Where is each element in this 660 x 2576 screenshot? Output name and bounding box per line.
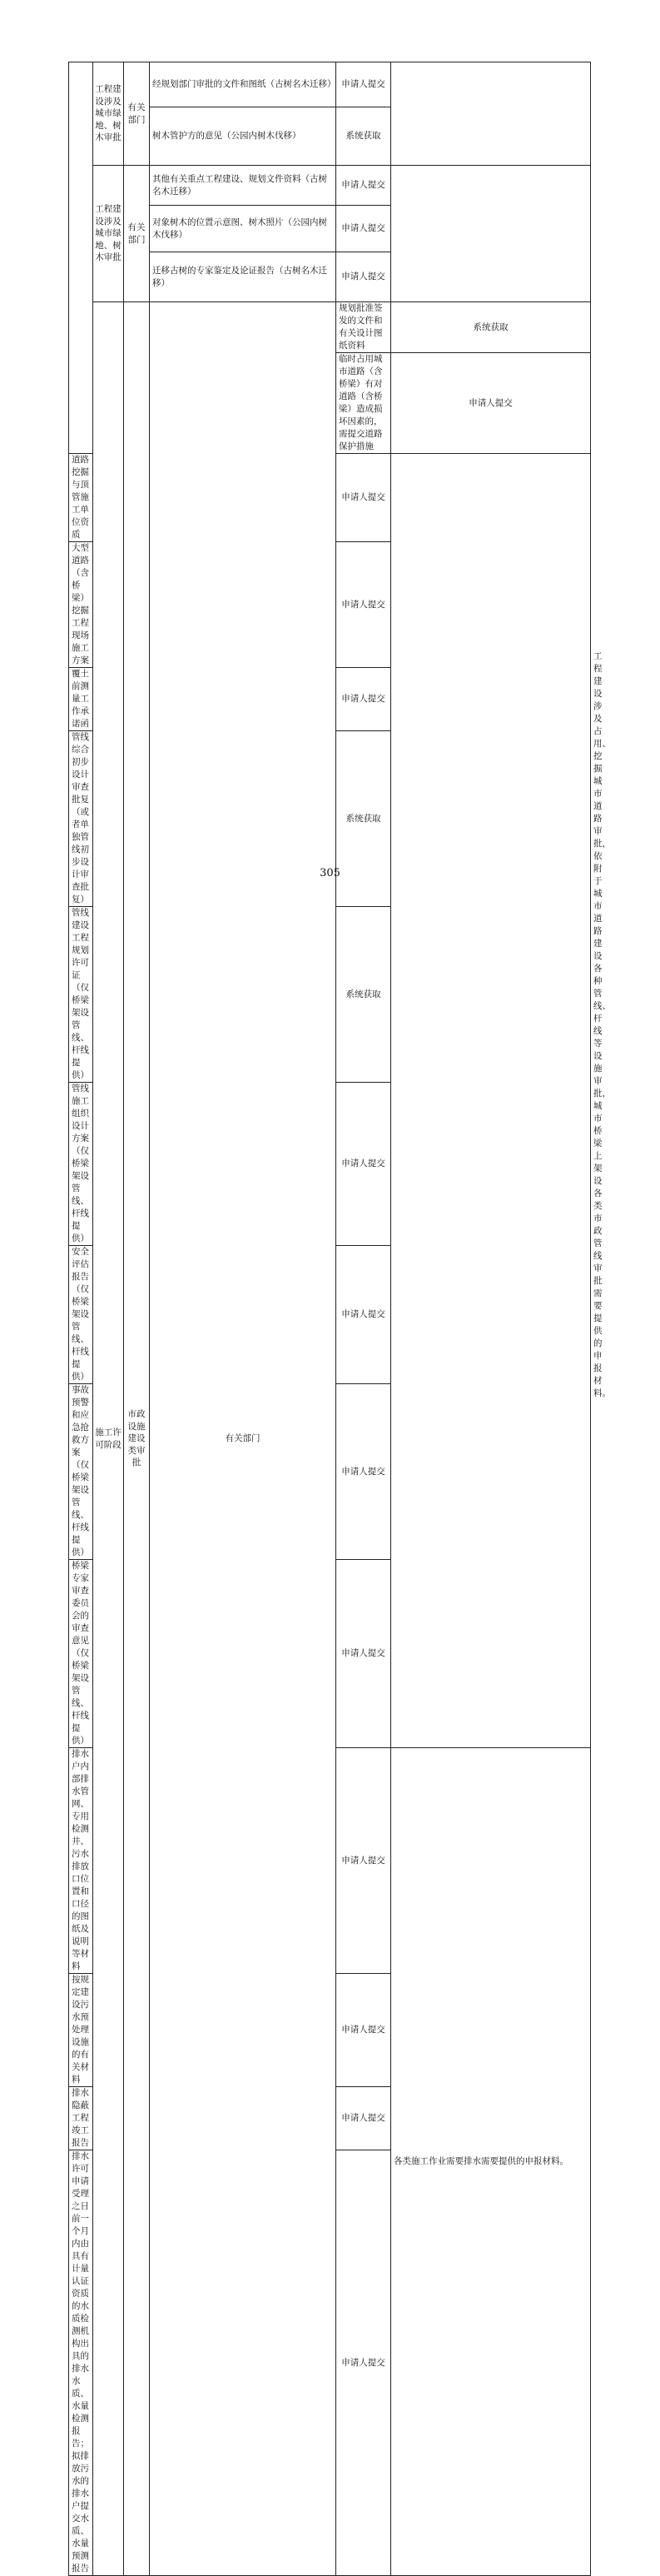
source-cell: 申请人提交 bbox=[336, 1246, 391, 1384]
category-cell: 市政设施建设类审批 bbox=[124, 302, 150, 2576]
material-cell: 排水许可申请受理之日前一个月内由具有计量认证资质的水质检测机构出具的排水水质、水量检测报告；拟排放污水的排水户提交水质、水量预测报告 bbox=[69, 2150, 93, 2576]
materials-table bbox=[68, 62, 611, 2576]
material-cell: 大型道路（含桥梁）挖掘工程现场施工方案 bbox=[69, 542, 93, 668]
material-cell: 排水户内部排水管网、专用检测井、污水排放口位置和口径的图纸及说明等材料 bbox=[69, 1748, 93, 1974]
source-cell: 申请人提交 bbox=[336, 206, 391, 252]
source-cell: 申请人提交 bbox=[336, 2150, 391, 2576]
material-cell: 经规划部门审批的文件和图纸（古树名木迁移） bbox=[150, 62, 336, 107]
material-cell: 事故预警和应急抢救方案（仅桥梁架设管线、杆线提供） bbox=[69, 1384, 93, 1560]
source-cell: 申请人提交 bbox=[336, 542, 391, 668]
source-cell: 申请人提交 bbox=[336, 454, 391, 542]
category-cell: 工程建设涉及城市绿地、树木审批 bbox=[93, 62, 124, 166]
material-cell: 排水隐蔽工程竣工报告 bbox=[69, 2087, 93, 2150]
department-cell: 有关部门 bbox=[150, 302, 336, 2576]
source-cell: 系统获取 bbox=[336, 731, 391, 907]
stage-cell: 施工许可阶段 bbox=[93, 302, 124, 2576]
material-cell: 管线综合初步设计审查批复（或者单独管线初步设计审查批复） bbox=[69, 731, 93, 907]
empty-note-cell bbox=[391, 166, 591, 302]
source-cell: 申请人提交 bbox=[336, 1083, 391, 1246]
empty-stage-cell bbox=[69, 62, 93, 454]
source-cell: 申请人提交 bbox=[336, 668, 391, 731]
material-cell: 覆土前测量工作承诺函 bbox=[69, 668, 93, 731]
material-cell: 安全评估报告（仅桥梁架设管线、杆线提供） bbox=[69, 1246, 93, 1384]
source-cell: 申请人提交 bbox=[336, 1384, 391, 1560]
material-cell: 迁移古树的专家鉴定及论证报告（古树名木迁移） bbox=[150, 252, 336, 302]
material-cell: 道路挖掘与顶管施工单位资质 bbox=[69, 454, 93, 542]
source-cell: 申请人提交 bbox=[336, 1560, 391, 1748]
material-cell: 其他有关重点工程建设、规划文件资料（古树名木迁移） bbox=[150, 166, 336, 206]
source-cell: 系统获取 bbox=[336, 107, 391, 166]
empty-note-cell bbox=[391, 62, 591, 166]
source-cell: 申请人提交 bbox=[336, 1974, 391, 2087]
department-cell: 有关部门 bbox=[124, 166, 150, 302]
material-cell: 规划批准签发的文件和有关设计图纸资料 bbox=[336, 302, 391, 353]
source-cell: 申请人提交 bbox=[336, 2087, 391, 2150]
page-number: 305 bbox=[320, 867, 340, 879]
material-cell: 临时占用城市道路（含桥梁）有对道路（含桥梁）造成损坏因素的，需提交道路保护措施 bbox=[336, 353, 391, 454]
table-row bbox=[69, 62, 591, 107]
category-cell: 工程建设涉及城市绿地、树木审批 bbox=[93, 166, 124, 302]
table-row bbox=[69, 166, 591, 206]
source-cell: 系统获取 bbox=[391, 302, 591, 353]
source-cell: 申请人提交 bbox=[336, 166, 391, 206]
note-cell: 各类施工作业需要排水需要提供的申报材料。 bbox=[391, 1748, 591, 2576]
material-cell: 树木管护方的意见（公园内树木伐移） bbox=[150, 107, 336, 166]
source-cell: 申请人提交 bbox=[336, 1748, 391, 1974]
material-cell: 管线施工组织设计方案（仅桥梁架设管线、杆线提供） bbox=[69, 1083, 93, 1246]
table-row: 施工许可阶段 市政设施建设类审批 有关部门 规划批准签发的文件和有关设计图纸资料 系统获取 工程建设涉及占用、挖掘城市道路审批，依附于城市道路建设各种管线、杆线等设施审批，城市桥梁上架设各类市政管线审批需要提供的申报材料。 bbox=[69, 302, 591, 353]
source-cell: 申请人提交 bbox=[336, 62, 391, 107]
material-cell: 对象树木的位置示意图、树木照片（公园内树木伐移） bbox=[150, 206, 336, 252]
source-cell: 系统获取 bbox=[336, 907, 391, 1083]
source-cell: 申请人提交 bbox=[391, 353, 591, 454]
material-cell: 管线建设工程规划许可证（仅桥梁架设管线、杆线提供） bbox=[69, 907, 93, 1083]
source-cell: 申请人提交 bbox=[336, 252, 391, 302]
material-cell: 桥梁专家审查委员会的审查意见（仅桥梁架设管线、杆线提供） bbox=[69, 1560, 93, 1748]
material-cell: 按规定建设污水预处理设施的有关材料 bbox=[69, 1974, 93, 2087]
department-cell: 有关部门 bbox=[124, 62, 150, 166]
